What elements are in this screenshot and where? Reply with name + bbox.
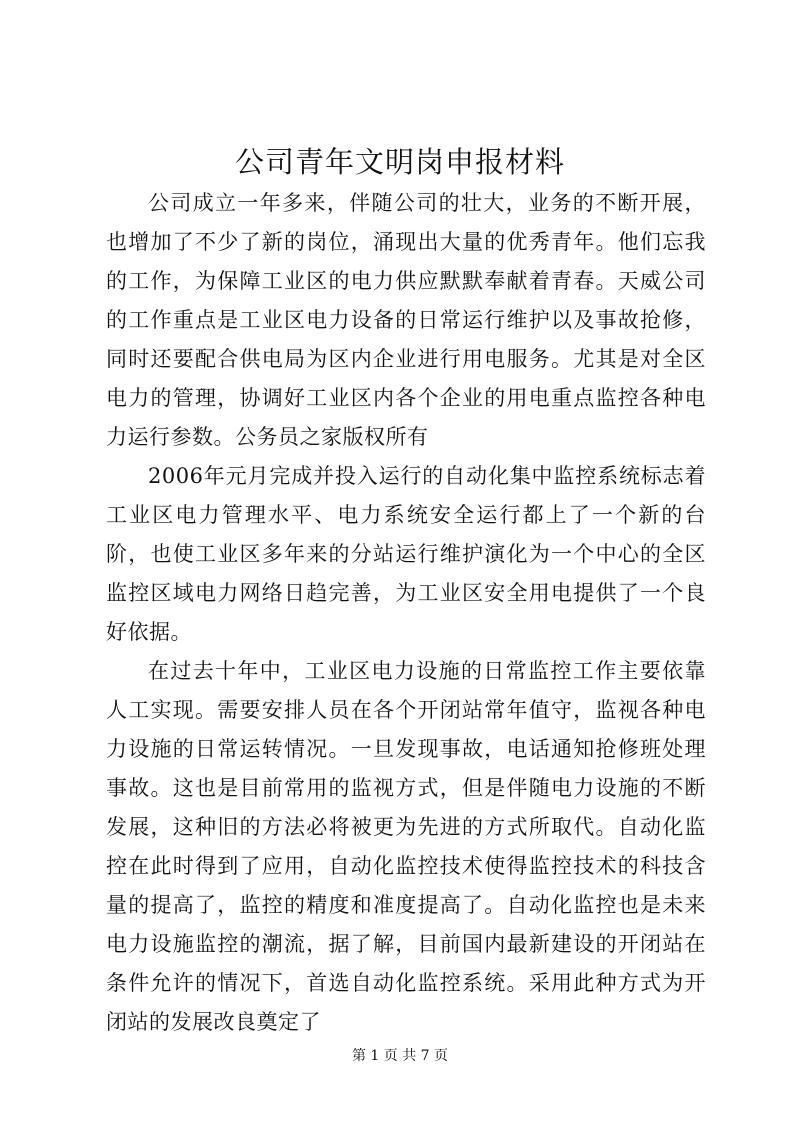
- document-body: [106, 184, 706, 1042]
- document-title: 公司青年文明岗申报材料: [234, 145, 565, 179]
- page-footer: 第 1 页 共 7 页: [351, 1048, 449, 1064]
- paragraph-3: 在过去十年中，工业区电力设施的日常监控工作主要依靠人工实现。需要安排人员在各个开闭站常年值守，监视各种电力设施的日常运转情况。一旦发现事故，电话通知抢修班处理事故。这也是目前常用的监视方式，但是伴随电力设施的不断发展，这种旧的方法必将被更为先进的方式所取代。自动化监控在此时得到了应用，自动化监控技术使得监控技术的科技含量的提高了，监控的精度和准度提高了。自动化监控也是未来电力设施监控的潮流，据了解，目前国内最新建设的开闭站在条件允许的情况下，首选自动化监控系统。采用此种方式为开闭站的发展改良奠定了: [106, 659, 706, 1034]
- paragraph-2: 2006年元月完成并投入运行的自动化集中监控系统标志着工业区电力管理水平、电力系统安全运行都上了一个新的台阶，也使工业区多年来的分站运行维护演化为一个中心的全区监控区域电力网络日趋完善，为工业区安全用电提供了一个良好依据。: [106, 464, 706, 644]
- paragraph-1: 公司成立一年多来，伴随公司的壮大，业务的不断开展，也增加了不少了新的岗位，涌现出大量的优秀青年。他们忘我的工作，为保障工业区的电力供应默默奉献着青春。天威公司的工作重点是工业区电力设备的日常运行维护以及事故抢修，同时还要配合供电局为区内企业进行用电服务。尤其是对全区电力的管理，协调好工业区内各个企业的用电重点监控各种电力运行参数。公务员之家版权所有: [106, 191, 706, 449]
